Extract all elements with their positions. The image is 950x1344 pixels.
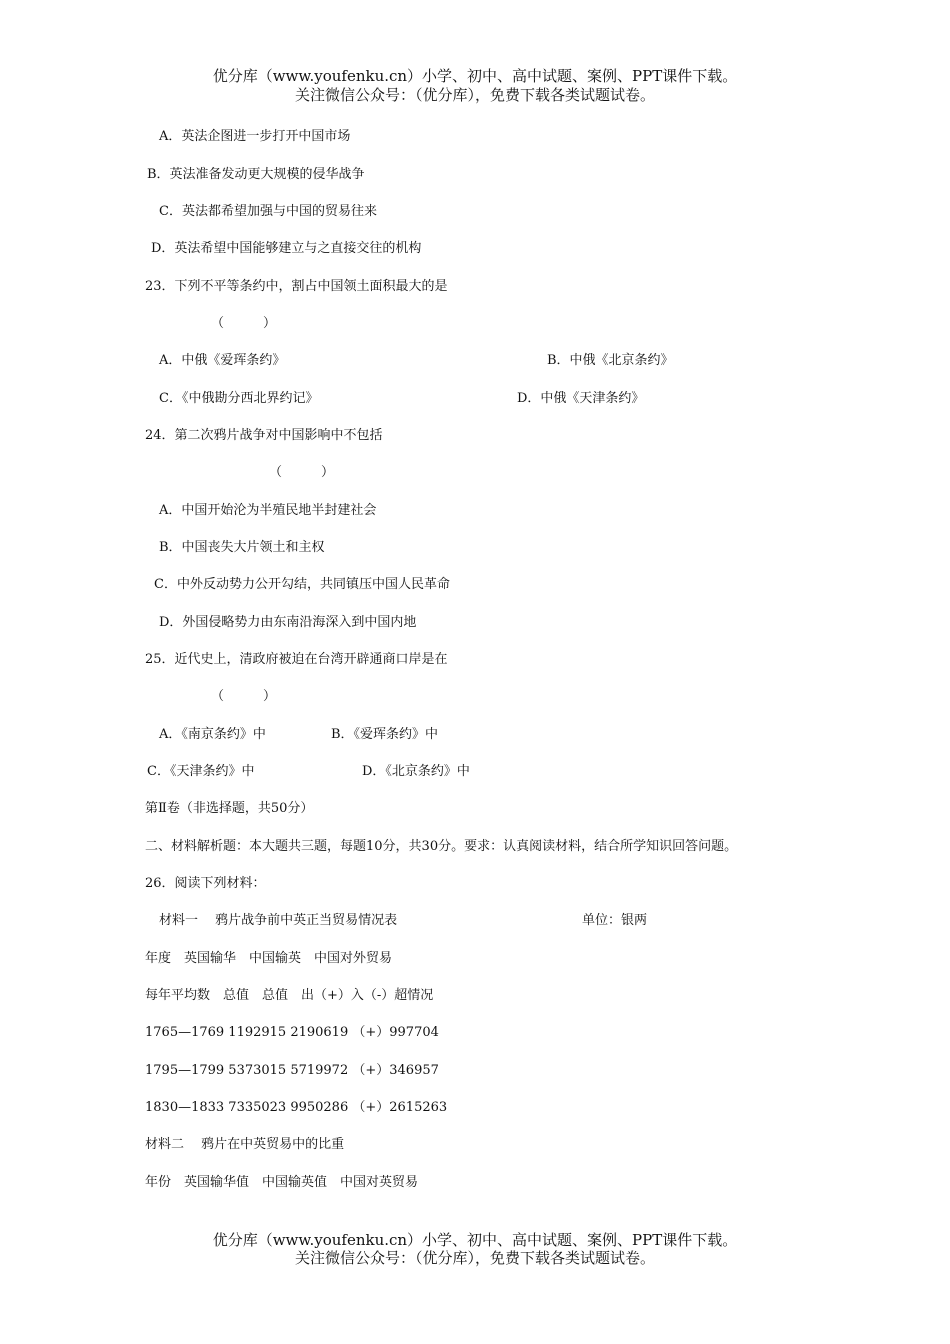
q25-stem: 25．近代史上，清政府被迫在台湾开辟通商口岸是在: [145, 652, 448, 667]
q25-answer-paren: （ ）: [211, 689, 277, 704]
footer-line-1: 优分库（www.youfenku.cn）小学、初中、高中试题、案例、PPT课件下载。: [212, 1231, 738, 1249]
table-row: 1830—1833 7335023 9950286 （+）2615263: [145, 1100, 448, 1115]
q23-option-d: D．中俄《天津条约》: [517, 391, 645, 406]
material-1-title: 材料一 鸦片战争前中英正当贸易情况表: [159, 913, 398, 928]
header-line-1: 优分库（www.youfenku.cn）小学、初中、高中试题、案例、PPT课件下载。: [212, 67, 738, 85]
q23-option-c: C．《中俄勘分西北界约记》: [159, 391, 319, 406]
q23-answer-paren: （ ）: [211, 316, 277, 331]
q24-option-d: D．外国侵略势力由东南沿海深入到中国内地: [159, 615, 417, 630]
q26-stem: 26．阅读下列材料：: [145, 876, 266, 891]
q22-option-c: C．英法都希望加强与中国的贸易往来: [159, 204, 377, 219]
q24-option-c: C．中外反动势力公开勾结，共同镇压中国人民革命: [154, 577, 450, 592]
q25-option-a: A．《南京条约》中: [159, 727, 266, 742]
material-2-title: 材料二 鸦片在中英贸易中的比重: [145, 1137, 345, 1152]
q23-stem: 23．下列不平等条约中，割占中国领土面积最大的是: [145, 279, 448, 294]
q25-option-c: C．《天津条约》中: [147, 764, 255, 779]
q25-option-d: D．《北京条约》中: [362, 764, 470, 779]
q22-option-b: B．英法准备发动更大规模的侵华战争: [147, 167, 365, 182]
table-row: 1765—1769 1192915 2190619 （+）997704: [145, 1025, 439, 1040]
q25-option-b: B．《爱珲条约》中: [331, 727, 439, 742]
part2-instructions: 二、材料解析题：本大题共三题，每题10分，共30分。要求：认真阅读材料，结合所学知识回答问题。: [145, 839, 738, 854]
part2-title: 第Ⅱ卷（非选择题，共50分）: [145, 801, 314, 816]
q24-option-a: A．中国开始沦为半殖民地半封建社会: [159, 503, 377, 518]
q22-option-a: A．英法企图进一步打开中国市场: [159, 129, 351, 144]
q24-option-b: B．中国丧失大片领土和主权: [159, 540, 325, 555]
footer-line-2: 关注微信公众号：（优分库），免费下载各类试题试卷。: [294, 1249, 655, 1267]
q22-option-d: D．英法希望中国能够建立与之直接交往的机构: [151, 241, 422, 256]
table-1-header-1: 年度 英国输华 中国输英 中国对外贸易: [145, 951, 393, 966]
q23-option-b: B．中俄《北京条约》: [547, 353, 674, 368]
q24-stem: 24．第二次鸦片战争对中国影响中不包括: [145, 428, 383, 443]
table-2-header: 年份 英国输华值 中国输英值 中国对英贸易: [145, 1175, 419, 1190]
table-1-header-2: 每年平均数 总值 总值 出（+）入（-）超情况: [145, 988, 434, 1003]
header-line-2: 关注微信公众号：（优分库），免费下载各类试题试卷。: [294, 86, 655, 104]
table-row: 1795—1799 5373015 5719972 （+）346957: [145, 1063, 439, 1078]
material-1-unit: 单位：银两: [582, 913, 648, 928]
q24-answer-paren: （ ）: [269, 465, 335, 480]
q23-option-a: A．中俄《爱珲条约》: [159, 353, 286, 368]
